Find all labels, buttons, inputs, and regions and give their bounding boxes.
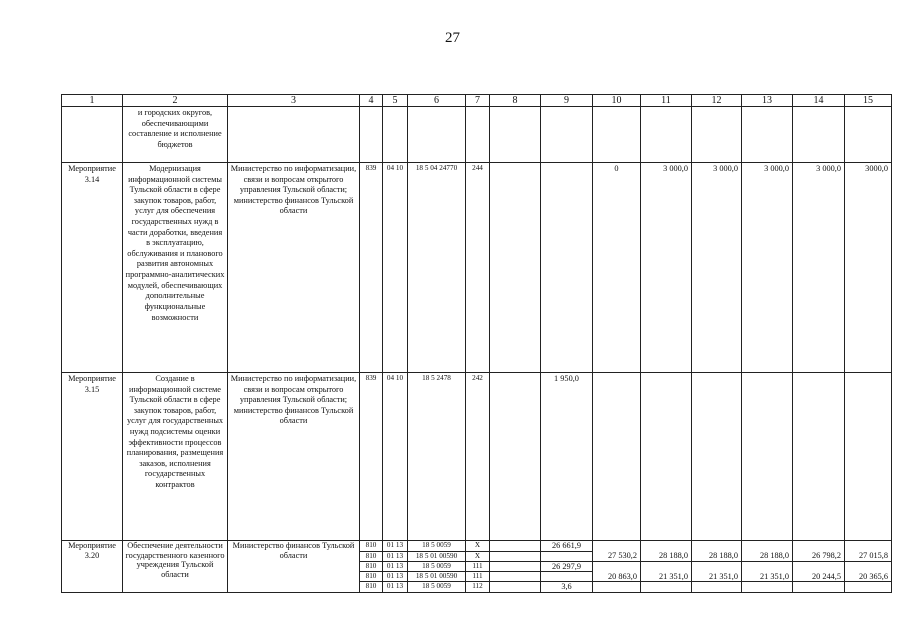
code-rz-pr: 01 13 xyxy=(383,582,408,593)
activity-name: Обеспечение деятельности государственного казенного учреждения Тульской области xyxy=(123,541,228,593)
executor: Министерство финансов Тульской области xyxy=(228,541,360,593)
value-col-15: 3000,0 xyxy=(845,163,892,373)
code-vr: X xyxy=(466,541,490,552)
code-vr: 111 xyxy=(466,572,490,582)
header-cell: 5 xyxy=(383,95,408,107)
value-col-11: 21 351,0 xyxy=(641,572,692,582)
value-col-11 xyxy=(641,541,692,552)
executor: Министерство по информатизации, связи и вопросам открытого управления Тульской области; министерство финансов Тульской области xyxy=(228,163,360,373)
activity-name: Модернизация информационной системы Тульской области в сфере закупок товаров, работ, услуг для обеспечения государственных нужд в части доработки, введения в эксплуатацию, обслуживания и планового развития автономных программно-аналитических модулей, обеспечивающих дополнительные функциональные возможности xyxy=(123,163,228,373)
code-grbs: 839 xyxy=(360,163,383,373)
header-cell: 13 xyxy=(742,95,793,107)
code-rz-pr: 01 13 xyxy=(383,541,408,552)
header-cell: 7 xyxy=(466,95,490,107)
program-table xyxy=(61,94,892,593)
value-col-13: 28 188,0 xyxy=(742,551,793,561)
header-cell: 1 xyxy=(62,95,123,107)
value-col-13: 3 000,0 xyxy=(742,163,793,373)
value-col-15 xyxy=(845,541,892,552)
page-number: 27 xyxy=(445,30,460,46)
value-col-14: 20 244,5 xyxy=(793,572,845,582)
code-grbs: 810 xyxy=(360,582,383,593)
code-csr: 18 5 0059 xyxy=(408,582,466,593)
value-col-12: 28 188,0 xyxy=(692,551,742,561)
code-csr: 18 5 01 00590 xyxy=(408,551,466,561)
header-cell: 9 xyxy=(541,95,593,107)
executor: Министерство по информатизации, связи и вопросам открытого управления Тульской области; министерство финансов Тульской области xyxy=(228,373,360,541)
header-cell: 3 xyxy=(228,95,360,107)
code-vr: 244 xyxy=(466,163,490,373)
code-rz-pr: 04 10 xyxy=(383,163,408,373)
code-vr: X xyxy=(466,551,490,561)
value-col-11: 3 000,0 xyxy=(641,163,692,373)
value-col-12 xyxy=(692,561,742,572)
code-grbs: 810 xyxy=(360,561,383,572)
header-cell: 6 xyxy=(408,95,466,107)
code-vr: 112 xyxy=(466,582,490,593)
header-cell: 15 xyxy=(845,95,892,107)
value-col-14: 3 000,0 xyxy=(793,163,845,373)
value-col-14 xyxy=(793,541,845,552)
header-cell: 2 xyxy=(123,95,228,107)
header-cell: 12 xyxy=(692,95,742,107)
value-col-15: 27 015,8 xyxy=(845,551,892,561)
code-rz-pr: 01 13 xyxy=(383,572,408,582)
code-grbs: 810 xyxy=(360,551,383,561)
value-col-9: 1 950,0 xyxy=(541,373,593,541)
value-col-13: 21 351,0 xyxy=(742,572,793,582)
activity-name: Создание в информационной системе Тульской области в сфере закупок товаров, работ, услуг для государственных нужд подсистемы оценки эффективности процессов планирования, размещения заказов, исполнения государственных контрактов xyxy=(123,373,228,541)
value-col-14 xyxy=(793,561,845,572)
code-grbs: 839 xyxy=(360,373,383,541)
value-col-15 xyxy=(845,561,892,572)
value-col-10 xyxy=(593,561,641,572)
code-rz-pr: 01 13 xyxy=(383,561,408,572)
value-col-9: 3,6 xyxy=(541,582,593,593)
code-csr: 18 5 04 24770 xyxy=(408,163,466,373)
header-cell: 8 xyxy=(490,95,541,107)
value-col-12: 21 351,0 xyxy=(692,572,742,582)
table-row-continuation xyxy=(62,107,892,163)
value-col-15: 20 365,6 xyxy=(845,572,892,582)
code-csr: 18 5 0059 xyxy=(408,561,466,572)
table-row-3-20 xyxy=(62,541,892,552)
header-row xyxy=(62,95,892,107)
table-row-3-14 xyxy=(62,163,892,373)
value-col-11 xyxy=(641,561,692,572)
code-grbs: 810 xyxy=(360,541,383,552)
header-cell: 11 xyxy=(641,95,692,107)
activity-name: и городских округов, обеспечивающими составление и исполнение бюджетов xyxy=(123,107,228,163)
code-csr: 18 5 0059 xyxy=(408,541,466,552)
code-grbs: 810 xyxy=(360,572,383,582)
activity-id: Мероприятие 3.15 xyxy=(62,373,123,541)
value-col-9: 26 297,9 xyxy=(541,561,593,572)
code-vr: 242 xyxy=(466,373,490,541)
value-col-9 xyxy=(541,572,593,582)
activity-id: Мероприятие 3.20 xyxy=(62,541,123,593)
code-csr: 18 5 01 00590 xyxy=(408,572,466,582)
value-col-10: 27 530,2 xyxy=(593,551,641,561)
table-row-3-15 xyxy=(62,373,892,541)
value-col-9 xyxy=(541,551,593,561)
value-col-9: 26 661,9 xyxy=(541,541,593,552)
header-cell: 10 xyxy=(593,95,641,107)
value-col-10: 0 xyxy=(593,163,641,373)
value-col-13 xyxy=(742,561,793,572)
activity-id: Мероприятие 3.14 xyxy=(62,163,123,373)
value-col-11: 28 188,0 xyxy=(641,551,692,561)
value-col-14: 26 798,2 xyxy=(793,551,845,561)
value-col-13 xyxy=(742,541,793,552)
code-csr: 18 5 2478 xyxy=(408,373,466,541)
header-cell: 14 xyxy=(793,95,845,107)
code-rz-pr: 01 13 xyxy=(383,551,408,561)
value-col-12: 3 000,0 xyxy=(692,163,742,373)
header-cell: 4 xyxy=(360,95,383,107)
code-vr: 111 xyxy=(466,561,490,572)
value-col-10: 20 863,0 xyxy=(593,572,641,582)
code-rz-pr: 04 10 xyxy=(383,373,408,541)
value-col-10 xyxy=(593,541,641,552)
value-col-12 xyxy=(692,541,742,552)
